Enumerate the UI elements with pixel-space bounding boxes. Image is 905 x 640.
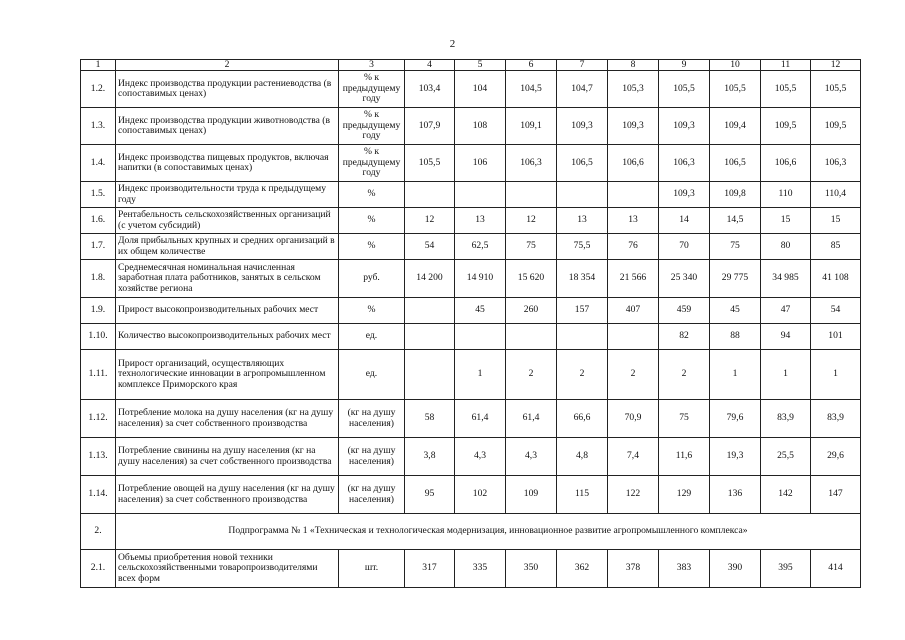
value-cell: 362 <box>557 550 608 588</box>
value-cell: 414 <box>811 550 861 588</box>
value-cell: 147 <box>811 476 861 514</box>
value-cell: 82 <box>659 324 710 350</box>
value-cell: 4,3 <box>506 438 557 476</box>
value-cell: 104 <box>455 71 506 108</box>
table-row <box>81 324 861 350</box>
row-number: 1.11. <box>81 350 116 400</box>
value-cell: 378 <box>608 550 659 588</box>
value-cell: 106,6 <box>608 145 659 182</box>
unit-cell: % <box>339 208 405 234</box>
value-cell: 459 <box>659 298 710 324</box>
value-cell: 75 <box>659 400 710 438</box>
value-cell: 106,3 <box>811 145 861 182</box>
indicators-table <box>80 59 861 588</box>
value-cell: 105,5 <box>405 145 455 182</box>
value-cell <box>557 324 608 350</box>
value-cell: 105,3 <box>608 71 659 108</box>
value-cell: 383 <box>659 550 710 588</box>
row-number: 1.6. <box>81 208 116 234</box>
value-cell: 395 <box>761 550 811 588</box>
value-cell: 2 <box>659 350 710 400</box>
row-number: 2.1. <box>81 550 116 588</box>
value-cell: 107,9 <box>405 108 455 145</box>
value-cell: 105,5 <box>811 71 861 108</box>
value-cell: 14 910 <box>455 260 506 298</box>
value-cell <box>455 182 506 208</box>
value-cell: 3,8 <box>405 438 455 476</box>
value-cell: 4,3 <box>455 438 506 476</box>
value-cell: 29,6 <box>811 438 861 476</box>
column-header: 7 <box>557 60 608 71</box>
row-number: 1.9. <box>81 298 116 324</box>
value-cell: 2 <box>557 350 608 400</box>
table-row <box>81 350 861 400</box>
value-cell: 106 <box>455 145 506 182</box>
row-number: 1.2. <box>81 71 116 108</box>
value-cell: 157 <box>557 298 608 324</box>
table-row <box>81 260 861 298</box>
unit-cell: % к предыдущему году <box>339 145 405 182</box>
value-cell: 350 <box>506 550 557 588</box>
value-cell: 122 <box>608 476 659 514</box>
value-cell: 109,3 <box>608 108 659 145</box>
column-header: 10 <box>710 60 761 71</box>
column-header: 8 <box>608 60 659 71</box>
table-row <box>81 71 861 108</box>
unit-cell: (кг на душу населения) <box>339 400 405 438</box>
row-number: 1.13. <box>81 438 116 476</box>
column-header: 4 <box>405 60 455 71</box>
value-cell: 15 <box>811 208 861 234</box>
value-cell: 101 <box>811 324 861 350</box>
indicator-name: Количество высокопроизводительных рабочих мест <box>116 324 339 350</box>
value-cell: 58 <box>405 400 455 438</box>
value-cell: 14,5 <box>710 208 761 234</box>
value-cell: 105,5 <box>710 71 761 108</box>
column-header: 9 <box>659 60 710 71</box>
row-number: 1.5. <box>81 182 116 208</box>
value-cell: 110 <box>761 182 811 208</box>
value-cell: 61,4 <box>506 400 557 438</box>
table-row <box>81 145 861 182</box>
indicator-name: Потребление свинины на душу населения (кг на душу населения) за счет собственного производства <box>116 438 339 476</box>
unit-cell: (кг на душу населения) <box>339 438 405 476</box>
header-row <box>81 60 861 71</box>
value-cell <box>405 324 455 350</box>
page-number: 2 <box>449 38 456 50</box>
value-cell: 109,8 <box>710 182 761 208</box>
value-cell: 25,5 <box>761 438 811 476</box>
value-cell: 88 <box>710 324 761 350</box>
value-cell: 95 <box>405 476 455 514</box>
column-header: 1 <box>81 60 116 71</box>
indicator-name: Среднемесячная номинальная начисленная заработная плата работников, занятых в сельском хозяйстве региона <box>116 260 339 298</box>
indicator-name: Доля прибыльных крупных и средних организаций в их общем количестве <box>116 234 339 260</box>
value-cell <box>506 182 557 208</box>
value-cell: 54 <box>811 298 861 324</box>
row-number: 2. <box>81 514 116 550</box>
value-cell: 335 <box>455 550 506 588</box>
table-row <box>81 234 861 260</box>
value-cell <box>506 324 557 350</box>
value-cell: 109 <box>506 476 557 514</box>
value-cell: 34 985 <box>761 260 811 298</box>
value-cell: 106,5 <box>710 145 761 182</box>
value-cell: 94 <box>761 324 811 350</box>
value-cell: 1 <box>455 350 506 400</box>
value-cell: 1 <box>761 350 811 400</box>
value-cell: 12 <box>405 208 455 234</box>
value-cell: 21 566 <box>608 260 659 298</box>
indicator-name: Объемы приобретения новой техники сельскохозяйственными товаропроизводителями всех форм <box>116 550 339 588</box>
value-cell: 142 <box>761 476 811 514</box>
value-cell: 109,3 <box>659 108 710 145</box>
value-cell: 108 <box>455 108 506 145</box>
value-cell: 61,4 <box>455 400 506 438</box>
row-number: 1.12. <box>81 400 116 438</box>
value-cell: 45 <box>455 298 506 324</box>
value-cell: 47 <box>761 298 811 324</box>
value-cell: 15 <box>761 208 811 234</box>
value-cell: 83,9 <box>811 400 861 438</box>
value-cell <box>405 298 455 324</box>
row-number: 1.10. <box>81 324 116 350</box>
value-cell: 109,5 <box>761 108 811 145</box>
subprogram-row <box>81 514 861 550</box>
row-number: 1.7. <box>81 234 116 260</box>
unit-cell: ед. <box>339 324 405 350</box>
value-cell: 76 <box>608 234 659 260</box>
value-cell <box>608 182 659 208</box>
unit-cell: % к предыдущему году <box>339 71 405 108</box>
value-cell: 14 200 <box>405 260 455 298</box>
table-row <box>81 208 861 234</box>
value-cell: 106,5 <box>557 145 608 182</box>
value-cell <box>557 182 608 208</box>
indicator-name: Индекс производительности труда к предыдущему году <box>116 182 339 208</box>
value-cell: 104,5 <box>506 71 557 108</box>
value-cell: 18 354 <box>557 260 608 298</box>
value-cell: 13 <box>455 208 506 234</box>
value-cell: 407 <box>608 298 659 324</box>
value-cell: 115 <box>557 476 608 514</box>
indicator-name: Рентабельность сельскохозяйственных организаций (с учетом субсидий) <box>116 208 339 234</box>
value-cell: 54 <box>405 234 455 260</box>
value-cell: 7,4 <box>608 438 659 476</box>
value-cell: 79,6 <box>710 400 761 438</box>
value-cell: 29 775 <box>710 260 761 298</box>
value-cell <box>405 182 455 208</box>
indicator-name: Индекс производства продукции животноводства (в сопоставимых ценах) <box>116 108 339 145</box>
value-cell: 106,6 <box>761 145 811 182</box>
value-cell: 106,3 <box>659 145 710 182</box>
unit-cell: (кг на душу населения) <box>339 476 405 514</box>
value-cell: 110,4 <box>811 182 861 208</box>
table-row <box>81 550 861 588</box>
unit-cell: % <box>339 234 405 260</box>
column-header: 2 <box>116 60 339 71</box>
value-cell: 12 <box>506 208 557 234</box>
value-cell <box>455 324 506 350</box>
table-row <box>81 182 861 208</box>
unit-cell: шт. <box>339 550 405 588</box>
value-cell: 62,5 <box>455 234 506 260</box>
value-cell: 106,3 <box>506 145 557 182</box>
column-header: 3 <box>339 60 405 71</box>
value-cell: 105,5 <box>659 71 710 108</box>
value-cell: 109,3 <box>659 182 710 208</box>
value-cell: 102 <box>455 476 506 514</box>
column-header: 12 <box>811 60 861 71</box>
value-cell: 41 108 <box>811 260 861 298</box>
unit-cell: % <box>339 298 405 324</box>
indicator-name: Индекс производства пищевых продуктов, включая напитки (в сопоставимых ценах) <box>116 145 339 182</box>
value-cell: 103,4 <box>405 71 455 108</box>
unit-cell: % к предыдущему году <box>339 108 405 145</box>
unit-cell: ед. <box>339 350 405 400</box>
row-number: 1.14. <box>81 476 116 514</box>
column-header: 5 <box>455 60 506 71</box>
value-cell: 45 <box>710 298 761 324</box>
value-cell: 1 <box>710 350 761 400</box>
table-row <box>81 400 861 438</box>
value-cell: 109,5 <box>811 108 861 145</box>
value-cell <box>405 350 455 400</box>
indicator-name: Прирост высокопроизводительных рабочих мест <box>116 298 339 324</box>
value-cell: 15 620 <box>506 260 557 298</box>
table-row <box>81 476 861 514</box>
indicator-name: Прирост организаций, осуществляющих технологические инновации в агропромышленном комплексе Приморского края <box>116 350 339 400</box>
value-cell: 66,6 <box>557 400 608 438</box>
value-cell: 1 <box>811 350 861 400</box>
value-cell: 80 <box>761 234 811 260</box>
table-row <box>81 298 861 324</box>
value-cell: 260 <box>506 298 557 324</box>
subprogram-title: Подпрограмма № 1 «Техническая и технологическая модернизация, инновационное развитие агропромышленного комплекса» <box>116 514 861 550</box>
value-cell: 390 <box>710 550 761 588</box>
value-cell: 109,4 <box>710 108 761 145</box>
value-cell: 105,5 <box>761 71 811 108</box>
value-cell: 14 <box>659 208 710 234</box>
value-cell: 19,3 <box>710 438 761 476</box>
unit-cell: руб. <box>339 260 405 298</box>
column-header: 6 <box>506 60 557 71</box>
value-cell: 70,9 <box>608 400 659 438</box>
value-cell: 2 <box>506 350 557 400</box>
value-cell: 317 <box>405 550 455 588</box>
value-cell: 75,5 <box>557 234 608 260</box>
row-number: 1.3. <box>81 108 116 145</box>
value-cell: 104,7 <box>557 71 608 108</box>
value-cell: 2 <box>608 350 659 400</box>
indicator-name: Потребление овощей на душу населения (кг на душу населения) за счет собственного производства <box>116 476 339 514</box>
indicator-name: Индекс производства продукции растениеводства (в сопоставимых ценах) <box>116 71 339 108</box>
value-cell: 25 340 <box>659 260 710 298</box>
value-cell: 109,3 <box>557 108 608 145</box>
value-cell: 13 <box>608 208 659 234</box>
column-header: 11 <box>761 60 811 71</box>
value-cell: 85 <box>811 234 861 260</box>
row-number: 1.4. <box>81 145 116 182</box>
value-cell: 109,1 <box>506 108 557 145</box>
value-cell: 13 <box>557 208 608 234</box>
value-cell: 75 <box>710 234 761 260</box>
unit-cell: % <box>339 182 405 208</box>
value-cell: 136 <box>710 476 761 514</box>
value-cell: 11,6 <box>659 438 710 476</box>
indicator-name: Потребление молока на душу населения (кг на душу населения) за счет собственного производства <box>116 400 339 438</box>
row-number: 1.8. <box>81 260 116 298</box>
table-row <box>81 438 861 476</box>
value-cell <box>608 324 659 350</box>
value-cell: 4,8 <box>557 438 608 476</box>
value-cell: 83,9 <box>761 400 811 438</box>
table-row <box>81 108 861 145</box>
value-cell: 70 <box>659 234 710 260</box>
value-cell: 129 <box>659 476 710 514</box>
value-cell: 75 <box>506 234 557 260</box>
